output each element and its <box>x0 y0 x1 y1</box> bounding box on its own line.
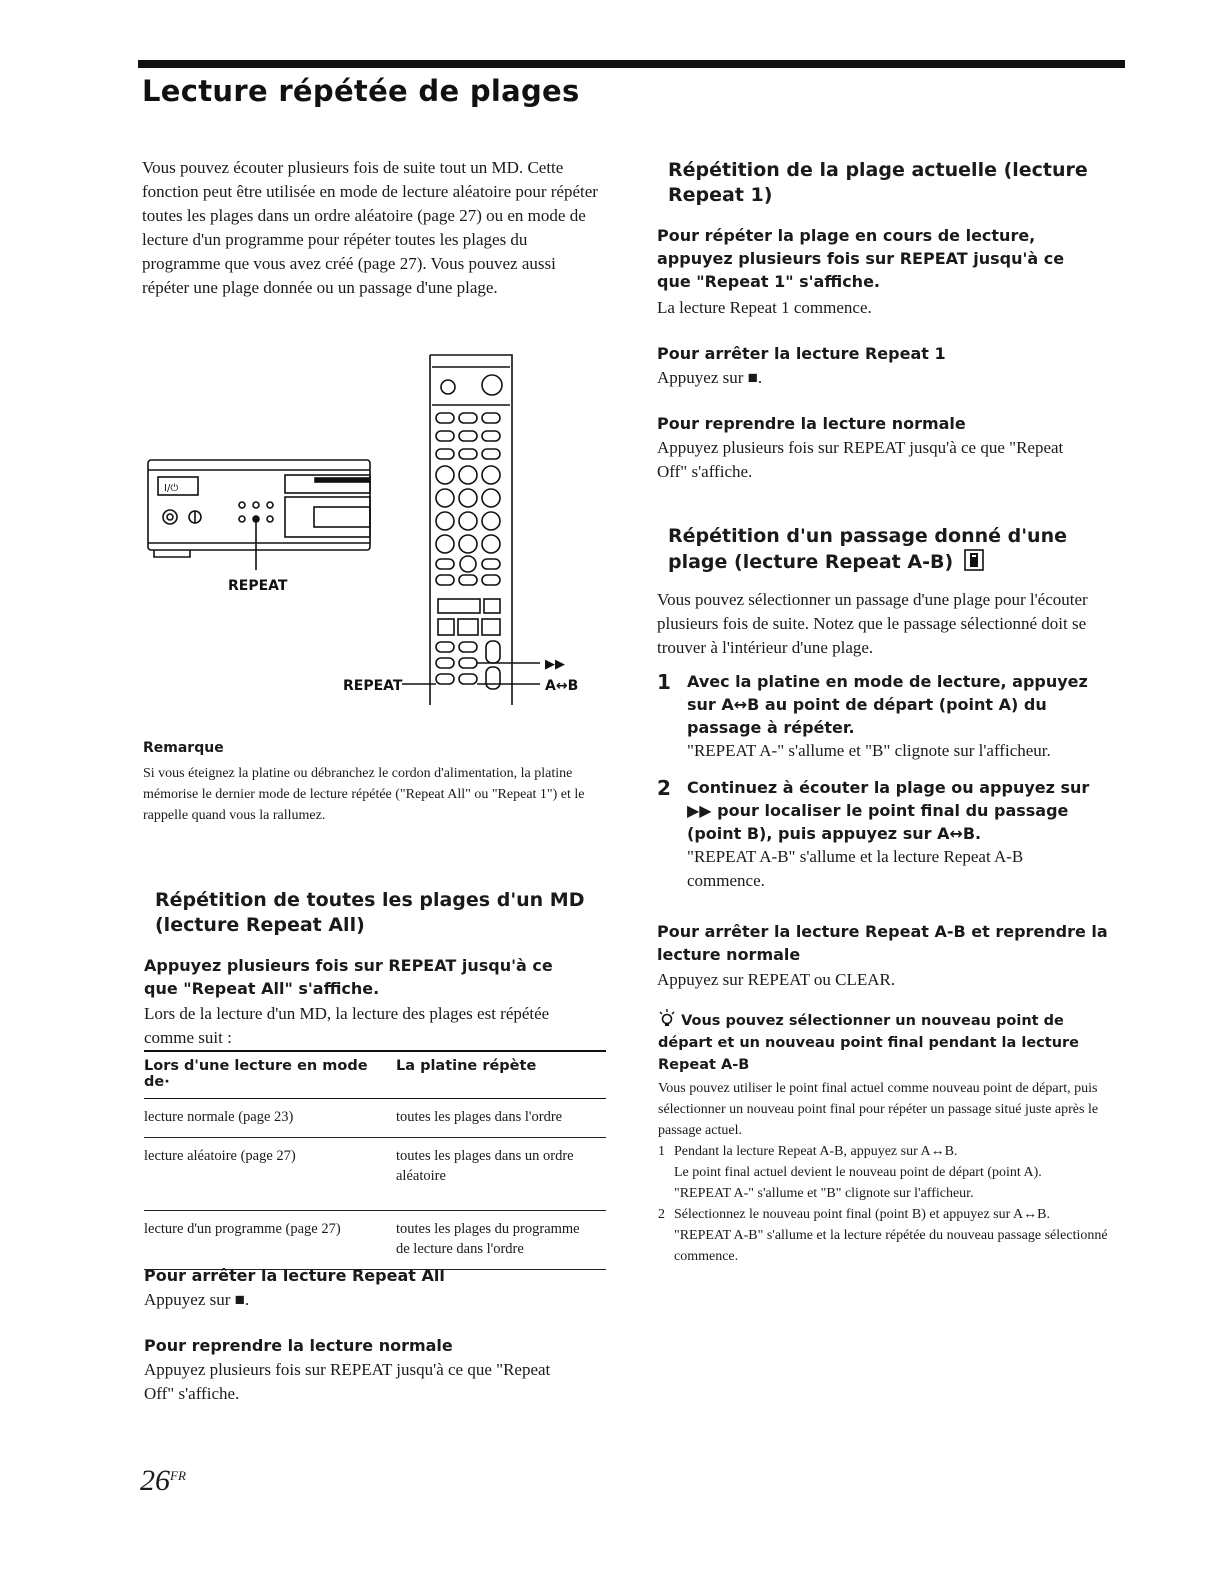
repeat-ab-heading: Répétition d'un passage donné d'une plage (lecture Repeat A-B) <box>668 525 1067 573</box>
lightbulb-tip-icon <box>658 1008 676 1028</box>
step-result: "REPEAT A-" s'allume et "B" clignote sur l'afficheur. <box>687 741 1051 760</box>
table-cell: lecture aléatoire (page 27) <box>144 1138 396 1211</box>
table-row <box>144 1099 606 1138</box>
deck-remote-figure <box>140 345 610 715</box>
step-2 <box>657 776 1117 896</box>
tip-heading: Vous pouvez sélectionner un nouveau point de départ et un nouveau point final pendant la lecture Repeat A-B <box>658 1008 1118 1076</box>
stop-repeat-one-text: Appuyez sur ■. <box>657 368 763 387</box>
step-1 <box>657 670 1117 770</box>
table-row <box>144 1138 606 1211</box>
table-cell: toutes les plages du programme de lecture dans l'ordre <box>396 1211 606 1270</box>
page-title: Lecture répétée de plages <box>142 74 580 108</box>
repeat-mode-table <box>144 1050 606 1270</box>
table-header-cell: La platine répète <box>396 1051 606 1099</box>
table-cell: toutes les plages dans l'ordre <box>396 1099 606 1138</box>
table-cell: toutes les plages dans un ordre aléatoire <box>396 1138 606 1211</box>
minidisc-deck-illustration <box>148 460 370 570</box>
tip-text: Vous pouvez utiliser le point final actuel comme nouveau point de départ, puis sélectionner un nouveau point final pour répéter un passage situé juste après le passage actuel. <box>658 1081 1099 1138</box>
step-instruction: Continuez à écouter la plage ou appuyez sur ▶▶ pour localiser le point final du passage (point B), puis appuyez sur A↔B. <box>687 778 1090 843</box>
intro-paragraph: Vous pouvez écouter plusieurs fois de suite tout un MD. Cette fonction peut être utilisée en mode de lecture aléatoire pour répéter toutes les plages dans un ordre aléatoire (page 27) ou en mode de lecture d'un programme pour répéter toutes les plages du programme que vous avez créé (page 27). Vous pouvez aussi répéter une plage donnée ou un passage d'une plage. <box>142 158 598 297</box>
note-heading: Remarque <box>143 740 224 756</box>
remote-control-illustration <box>402 355 540 705</box>
table-row <box>144 1211 606 1270</box>
table-cell: lecture d'un programme (page 27) <box>144 1211 396 1270</box>
note-text: Si vous éteignez la platine ou débranchez le cordon d'alimentation, la platine mémorise le dernier mode de lecture répétée ("Repeat All" ou "Repeat 1") et le rappelle quand vous la rallumez. <box>143 766 585 823</box>
svg-text:I/⏻: I/⏻ <box>164 483 179 494</box>
resume-normal-text-right: Appuyez plusieurs fois sur REPEAT jusqu'à ce que "Repeat Off" s'affiche. <box>657 438 1064 481</box>
repeat-all-result: Lors de la lecture d'un MD, la lecture des plages est répétée comme suit : <box>144 1004 550 1047</box>
resume-normal-heading-left: Pour reprendre la lecture normale <box>144 1336 453 1355</box>
table-header-row <box>144 1051 606 1099</box>
repeat-one-heading: Répétition de la plage actuelle (lecture Repeat 1) <box>668 159 1088 206</box>
page-number: $26^{FR}$ <box>140 1464 186 1497</box>
resume-normal-heading-right: Pour reprendre la lecture normale <box>657 414 966 433</box>
ab-label: A↔B <box>545 678 579 694</box>
step-instruction: Avec la platine en mode de lecture, appuyez sur A↔B au point de départ (point A) du passage à répéter. <box>687 672 1088 737</box>
resume-normal-text-left: Appuyez plusieurs fois sur REPEAT jusqu'à ce que "Repeat Off" s'affiche. <box>144 1360 551 1403</box>
repeat-all-heading: Répétition de toutes les plages d'un MD (lecture Repeat All) <box>155 889 585 936</box>
stop-repeat-all-text: Appuyez sur ■. <box>144 1290 250 1309</box>
stop-repeat-ab-heading: Pour arrêter la lecture Repeat A-B et reprendre la lecture normale <box>657 922 1108 964</box>
repeat-one-result: La lecture Repeat 1 commence. <box>657 298 872 317</box>
deck-repeat-label: REPEAT <box>228 578 288 594</box>
step-number: 1 <box>657 670 671 694</box>
stop-repeat-all-heading: Pour arrêter la lecture Repeat All <box>144 1266 445 1285</box>
top-rule <box>138 60 1125 68</box>
stop-repeat-ab-text: Appuyez sur REPEAT ou CLEAR. <box>657 970 896 989</box>
repeat-all-instruction: Appuyez plusieurs fois sur REPEAT jusqu'à ce que "Repeat All" s'affiche. <box>144 956 553 998</box>
tip-block <box>658 1008 1118 1267</box>
tip-step-1: 1 Pendant la lecture Repeat A-B, appuyez sur A↔B. Le point final actuel devient le nouveau point de départ (point A). "REPEAT A-" s'allume et "B" clignote sur l'afficheur. <box>658 1144 1042 1201</box>
remote-only-icon <box>964 549 984 571</box>
stop-repeat-one-heading: Pour arrêter la lecture Repeat 1 <box>657 344 946 363</box>
repeat-ab-intro: Vous pouvez sélectionner un passage d'une plage pour l'écouter plusieurs fois de suite. Notez que le passage sélectionné doit se trouver à l'intérieur d'une plage. <box>657 590 1088 657</box>
step-result: "REPEAT A-B" s'allume et la lecture Repeat A-B commence. <box>687 847 1024 890</box>
table-header-cell: Lors d'une lecture en mode de· <box>144 1051 396 1099</box>
step-number: 2 <box>657 776 671 800</box>
remote-repeat-label: REPEAT <box>343 678 403 694</box>
ff-label: ▶▶ <box>545 657 565 672</box>
table-cell: lecture normale (page 23) <box>144 1099 396 1138</box>
repeat-one-instruction: Pour répéter la plage en cours de lecture, appuyez plusieurs fois sur REPEAT jusqu'à ce que "Repeat 1" s'affiche. <box>657 226 1065 291</box>
tip-step-2: 2 Sélectionnez le nouveau point final (point B) et appuyez sur A↔B. "REPEAT A-B" s'allume et la lecture répétée du nouveau passage sélectionné commence. <box>658 1207 1108 1264</box>
